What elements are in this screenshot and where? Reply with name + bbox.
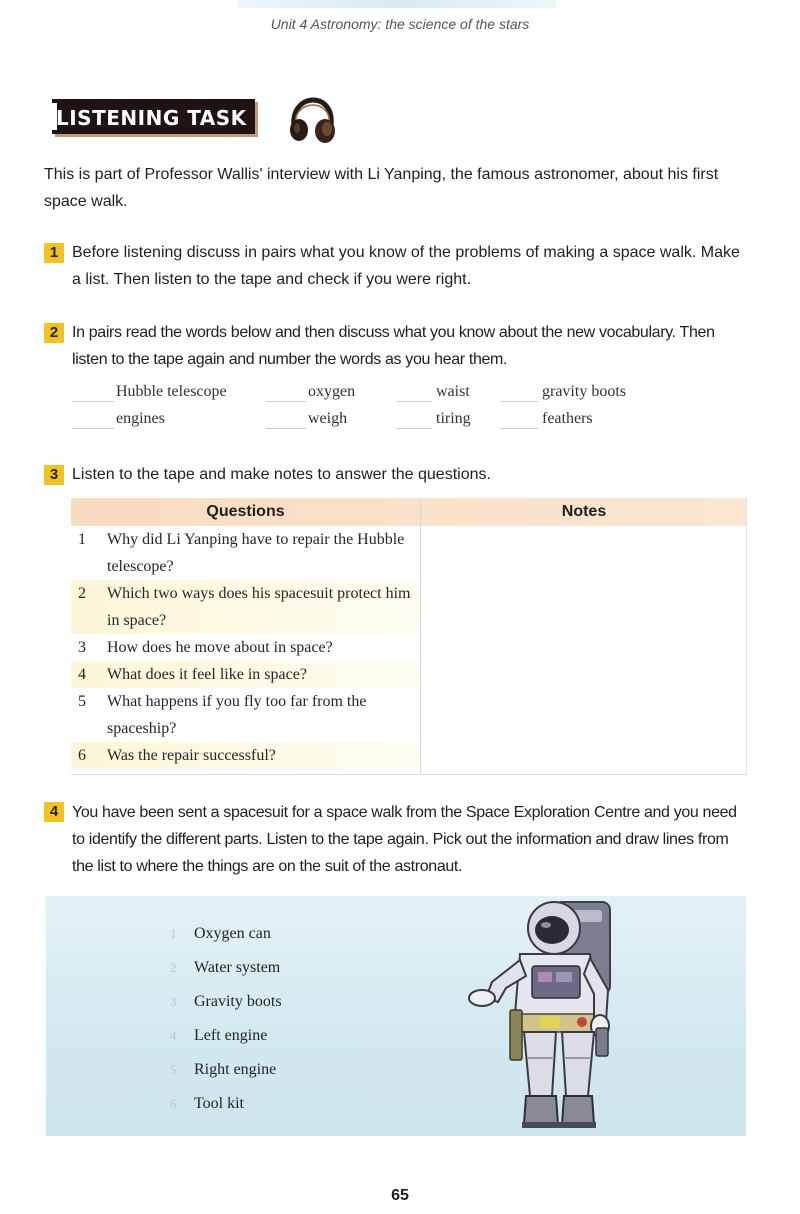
task-1-text: Before listening discuss in pairs what you know of the problems of making a space walk. Make a list. Then listen to the tape and check if you were right.: [72, 244, 740, 288]
answer-blank[interactable]: [266, 401, 306, 402]
answer-blank[interactable]: [72, 401, 114, 402]
answer-blank[interactable]: [500, 401, 538, 402]
vocab-word: weigh: [308, 410, 348, 427]
questions-table: [71, 498, 747, 775]
vocab-item: [266, 383, 386, 407]
task-1-number: 1: [44, 243, 64, 263]
answer-blank[interactable]: [266, 428, 306, 429]
task-4-number: 4: [44, 802, 64, 822]
headphones-icon: [286, 96, 338, 144]
intro-paragraph: This is part of Professor Wallis' interview with Li Yanping, the famous astronomer, about his first space walk.: [44, 166, 719, 210]
list-item[interactable]: [170, 1092, 410, 1116]
table-row: [71, 661, 420, 688]
table-border: [71, 774, 747, 775]
part-label: Left engine: [194, 1027, 268, 1044]
part-number: 4: [170, 1028, 177, 1043]
question-number: 5: [78, 693, 86, 710]
list-item[interactable]: [170, 1058, 410, 1082]
part-number: 1: [170, 926, 177, 941]
table-row: [71, 742, 420, 769]
table-row: [71, 688, 420, 742]
question-text: What does it feel like in space?: [107, 666, 307, 683]
table-row: [71, 634, 420, 661]
question-number: 6: [78, 747, 86, 764]
vocab-item: [500, 410, 650, 434]
question-number: 1: [78, 531, 86, 548]
answer-blank[interactable]: [396, 428, 432, 429]
question-number: 4: [78, 666, 86, 683]
task-3-number: 3: [44, 465, 64, 485]
vocab-item: [500, 383, 650, 407]
vocab-item: [72, 410, 252, 434]
question-text: Why did Li Yanping have to repair the Hubble telescope?: [107, 531, 405, 575]
part-number: 6: [170, 1096, 177, 1111]
vocab-word: Hubble telescope: [116, 383, 227, 400]
part-number: 2: [170, 960, 177, 975]
vocab-item: [266, 410, 386, 434]
list-item[interactable]: [170, 922, 410, 946]
part-number: 3: [170, 994, 177, 1009]
answer-blank[interactable]: [396, 401, 432, 402]
questions-header: Questions: [206, 503, 285, 520]
vocab-word: gravity boots: [542, 383, 626, 400]
part-label: Tool kit: [194, 1095, 244, 1112]
task-4-text: You have been sent a spacesuit for a space walk from the Space Exploration Centre and you need to identify the different parts. Listen to the tape again. Pick out the information and draw lines from the list to where the things are on the suit of the astronaut.: [72, 804, 737, 875]
vocab-word: tiring: [436, 410, 471, 427]
astronaut-illustration: [462, 898, 622, 1133]
vocabulary-list: [72, 383, 672, 439]
task-2-text: In pairs read the words below and then discuss what you know about the new vocabulary. Then listen to the tape again and number the words as you hear them.: [72, 324, 715, 368]
part-number: 5: [170, 1062, 177, 1077]
vocab-item: [72, 383, 252, 407]
part-label: Oxygen can: [194, 925, 271, 942]
table-row: [71, 580, 420, 634]
task-2-number: 2: [44, 323, 64, 343]
list-item[interactable]: [170, 990, 410, 1014]
part-label: Gravity boots: [194, 993, 282, 1010]
list-item[interactable]: [170, 956, 410, 980]
unit-title: Unit 4 Astronomy: the science of the stars: [270, 16, 530, 32]
vocab-word: engines: [116, 410, 165, 427]
vocab-word: feathers: [542, 410, 593, 427]
notes-header: Notes: [561, 503, 607, 520]
table-header-row: [71, 498, 747, 526]
table-row: [71, 526, 420, 580]
question-text: Was the repair successful?: [107, 747, 276, 764]
vocab-item: [396, 383, 506, 407]
part-label: Right engine: [194, 1061, 277, 1078]
part-label: Water system: [194, 959, 281, 976]
task-3-text: Listen to the tape and make notes to answer the questions.: [72, 466, 491, 483]
answer-blank[interactable]: [72, 428, 114, 429]
question-number: 3: [78, 639, 86, 656]
table-border: [746, 498, 747, 775]
list-item[interactable]: [170, 1024, 410, 1048]
question-text: Which two ways does his spacesuit protect him in space?: [107, 585, 411, 629]
answer-blank[interactable]: [500, 428, 538, 429]
question-text: What happens if you fly too far from the spaceship?: [107, 693, 367, 737]
vocab-word: waist: [436, 383, 470, 400]
listening-task-title: LISTENING TASK: [56, 106, 247, 130]
page-number: 65: [391, 1187, 409, 1204]
header-decoration: [238, 0, 556, 8]
question-text: How does he move about in space?: [107, 639, 333, 656]
question-number: 2: [78, 585, 86, 602]
column-divider: [420, 498, 421, 775]
vocab-item: [396, 410, 506, 434]
vocab-word: oxygen: [308, 383, 356, 400]
questions-column: [71, 526, 420, 769]
